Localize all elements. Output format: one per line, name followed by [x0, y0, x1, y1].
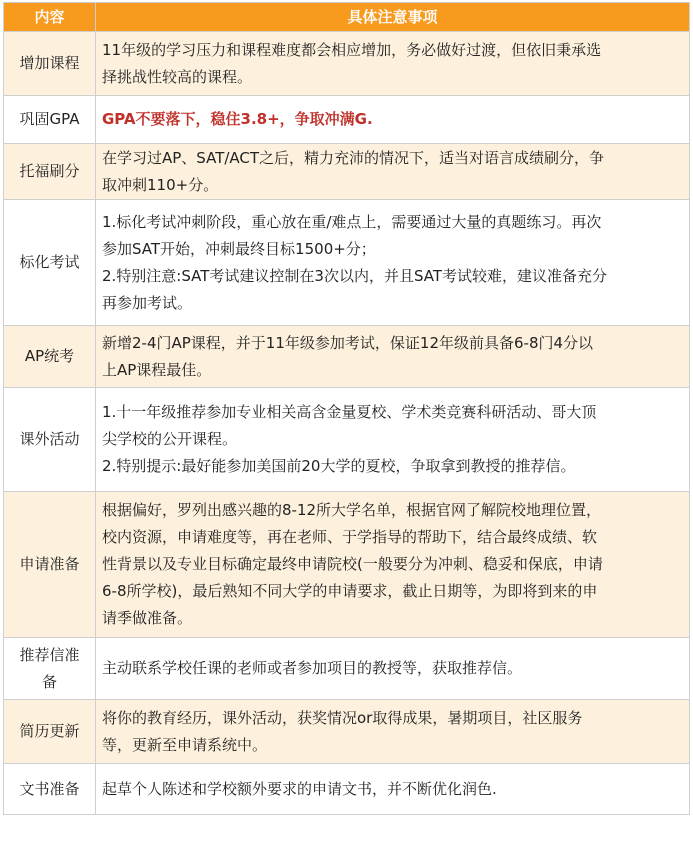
row-content — [96, 388, 690, 492]
row-content-line: 新增2-4门AP课程，并于11年级参加考试，保证12年级前具备6-8门4分以 — [102, 333, 594, 352]
row-label-line: AP统考 — [24, 347, 75, 365]
plan-table — [3, 2, 690, 815]
table-header-row — [4, 3, 690, 32]
row-content-line: 根据偏好，罗列出感兴趣的8-12所大学名单，根据官网了解院校地理位置， — [102, 501, 602, 519]
row-content-line: 11年级的学习压力和课程难度都会相应增加，务必做好过渡，但依旧秉承选 — [102, 40, 602, 59]
table-row — [4, 96, 690, 144]
row-content — [96, 32, 690, 96]
row-content-line: 参加SAT开始，冲刺最终目标1500+分； — [102, 239, 376, 258]
row-label — [4, 700, 96, 764]
row-content-line: 尖学校的公开课程。 — [102, 430, 238, 448]
row-content-line: 上AP课程最佳。 — [102, 360, 212, 379]
row-content-line: 性背景以及专业目标确定最终申请院校(一般要分为冲刺、稳妥和保底，申请 — [102, 555, 603, 573]
table-row — [4, 32, 690, 96]
row-content-line: 等，更新至申请系统中。 — [102, 735, 268, 754]
row-label — [4, 764, 96, 815]
row-content — [96, 700, 690, 764]
row-content — [96, 764, 690, 815]
row-label-line: 简历更新 — [19, 722, 80, 740]
table-row — [4, 700, 690, 764]
row-content-line: 请季做准备。 — [102, 609, 193, 627]
row-content-line: 再参加考试。 — [102, 293, 193, 312]
row-content — [96, 144, 690, 200]
table-row — [4, 326, 690, 388]
row-content-line: GPA不要落下，稳住3.8+，争取冲满G. — [102, 110, 373, 128]
row-content-line: 择挑战性较高的课程。 — [102, 67, 253, 86]
table-row — [4, 144, 690, 200]
row-label — [4, 638, 96, 700]
row-label-line: 标化考试 — [19, 253, 80, 271]
table-row — [4, 638, 690, 700]
table-row — [4, 388, 690, 492]
row-content-line: 取冲刺110+分。 — [102, 175, 219, 194]
row-content — [96, 638, 690, 700]
row-label — [4, 144, 96, 200]
row-content — [96, 96, 690, 144]
row-label-line: 巩固GPA — [19, 110, 80, 128]
row-label — [4, 492, 96, 638]
row-content-line: 2.特别提示:最好能参加美国前20大学的夏校，争取拿到教授的推荐信。 — [102, 457, 576, 475]
header-details: 具体注意事项 — [96, 3, 690, 32]
row-content-line: 起草个人陈述和学校额外要求的申请文书，并不断优化润色. — [102, 779, 497, 798]
row-label — [4, 32, 96, 96]
row-content-line: 在学习过AP、SAT/ACT之后，精力充沛的情况下，适当对语言成绩刷分，争 — [102, 148, 605, 167]
table-row — [4, 200, 690, 326]
row-content-line: 2.特别注意:SAT考试建议控制在3次以内，并且SAT考试较难，建议准备充分 — [102, 266, 608, 285]
row-label-line: 文书准备 — [19, 779, 80, 798]
row-content-line: 主动联系学校任课的老师或者参加项目的教授等，获取推荐信。 — [102, 659, 523, 677]
row-label — [4, 96, 96, 144]
row-content — [96, 492, 690, 638]
row-label — [4, 326, 96, 388]
row-label — [4, 200, 96, 326]
row-content-line: 将你的教育经历，课外活动，获奖情况or取得成果，暑期项目，社区服务 — [102, 708, 583, 727]
row-content-line: 6-8所学校)，最后熟知不同大学的申请要求，截止日期等，为即将到来的申 — [102, 582, 598, 600]
row-content — [96, 326, 690, 388]
row-content-line: 1.标化考试冲刺阶段，重心放在重/难点上，需要通过大量的真题练习。再次 — [102, 212, 602, 231]
row-label-line: 申请准备 — [19, 555, 80, 573]
row-label — [4, 388, 96, 492]
row-label-line: 课外活动 — [19, 430, 80, 448]
header-content: 内容 — [4, 3, 96, 32]
table-row — [4, 764, 690, 815]
row-label-line: 备 — [41, 672, 57, 691]
row-content-line: 校内资源，申请难度等，再在老师、于学指导的帮助下，结合最终成绩、软 — [102, 528, 598, 546]
row-content — [96, 200, 690, 326]
row-content-line: 1.十一年级推荐参加专业相关高含金量夏校、学术类竞赛科研活动、哥大顶 — [102, 403, 597, 421]
row-label-line: 增加课程 — [19, 54, 80, 72]
row-label-line: 推荐信准 — [19, 645, 80, 664]
row-label-line: 托福刷分 — [19, 162, 80, 180]
table-row — [4, 492, 690, 638]
